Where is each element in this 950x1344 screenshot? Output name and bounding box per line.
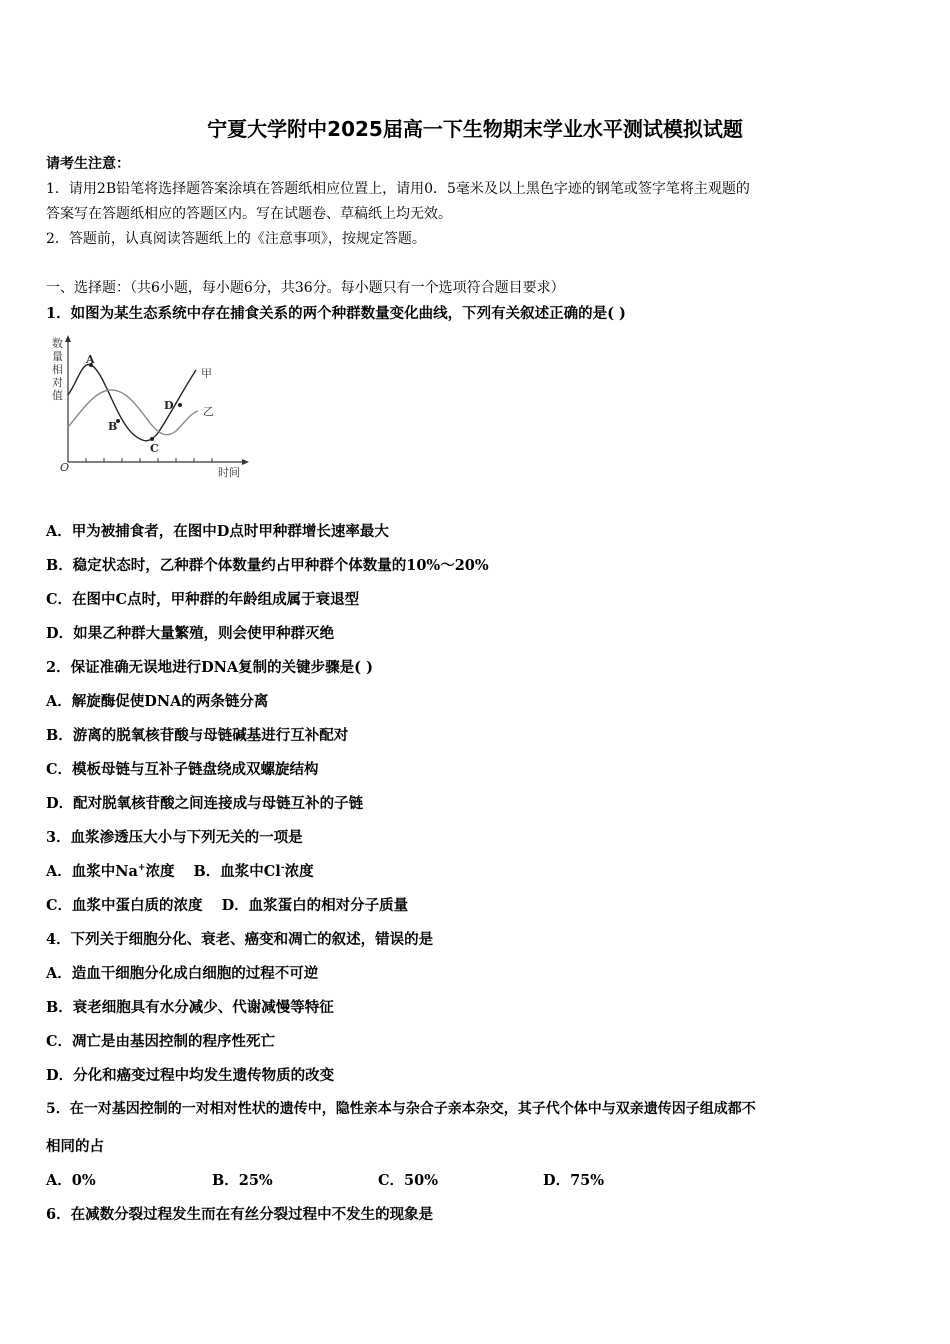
ylabel-char: 对 [52, 376, 63, 389]
xlabel: 时间 [218, 466, 240, 479]
notice-line-1: 1．请用2B铅笔将选择题答案涂填在答题纸相应位置上，请用0．5毫米及以上黑色字迹的钢笔或签字笔将主观题的 [46, 181, 750, 197]
ylabel-char: 值 [52, 389, 63, 402]
y-axis-arrow [65, 335, 71, 342]
ylabel-char: 相 [52, 363, 63, 376]
origin-label: O [60, 461, 70, 474]
q3-options-row-2 [46, 894, 408, 915]
q5-option-d: D．75% [543, 1172, 605, 1189]
q2-option-c: C．模板母链与互补子链盘绕成双螺旋结构 [46, 761, 319, 778]
q4-stem: 4．下列关于细胞分化、衰老、癌变和凋亡的叙述，错误的是 [46, 931, 434, 948]
notice-line-3: 2．答题前，认真阅读答题纸上的《注意事项》，按规定答题。 [46, 231, 426, 247]
q5-option-a: A．0% [46, 1172, 96, 1189]
page-title: 宁夏大学附中2025届高一下生物期末学业水平测试模拟试题 [207, 117, 743, 141]
q5-stem-line-2: 相同的占 [46, 1138, 104, 1155]
label-b: B [108, 420, 118, 433]
notice-heading: 请考生注意： [46, 156, 130, 172]
q1-option-d: D．如果乙种群大量繁殖，则会使甲种群灭绝 [46, 625, 335, 642]
q1-option-c: C．在图中C点时，甲种群的年龄组成属于衰退型 [46, 591, 360, 608]
point-d [178, 403, 182, 407]
section-heading: 一、选择题：（共6小题，每小题6分，共36分。每小题只有一个选项符合题目要求） [46, 280, 565, 296]
x-ticks [86, 458, 212, 462]
series-label-jia: 甲 [201, 367, 212, 380]
q4-option-b: B．衰老细胞具有水分减少、代谢减慢等特征 [46, 999, 334, 1016]
q3-option-b: B．血浆中Cl-浓度 [193, 863, 314, 880]
q3-option-c: C．血浆中蛋白质的浓度 [46, 897, 203, 914]
q2-option-d: D．配对脱氧核苷酸之间连接成与母链互补的子链 [46, 795, 364, 812]
x-axis-arrow [242, 459, 249, 465]
q5-option-c: C．50% [378, 1172, 438, 1189]
q6-stem: 6．在减数分裂过程发生而在有丝分裂过程中不发生的现象是 [46, 1206, 434, 1223]
q1-option-a: A．甲为被捕食者，在图中D点时甲种群增长速率最大 [46, 523, 389, 540]
q3-options-row-1 [46, 860, 314, 881]
q3-option-d: D．血浆蛋白的相对分子质量 [221, 897, 409, 914]
q4-option-a: A．造血干细胞分化成白细胞的过程不可逆 [46, 965, 319, 982]
label-d: D [164, 399, 174, 412]
q3-stem: 3．血浆渗透压大小与下列无关的一项是 [46, 829, 303, 846]
ylabel-char: 量 [52, 350, 63, 363]
curve-yi [68, 390, 198, 435]
ylabel-char: 数 [52, 337, 63, 350]
q5-option-b: B．25% [212, 1172, 273, 1189]
q2-option-a: A．解旋酶促使DNA的两条链分离 [46, 693, 269, 710]
q2-option-b: B．游离的脱氧核苷酸与母链碱基进行互补配对 [46, 727, 349, 744]
point-c [150, 437, 154, 441]
population-graph [46, 335, 251, 485]
q4-option-d: D．分化和癌变过程中均发生遗传物质的改变 [46, 1067, 335, 1084]
q1-option-b: B．稳定状态时，乙种群个体数量约占甲种群个体数量的10%～20% [46, 557, 489, 574]
q3-option-a: A．血浆中Na+浓度 [46, 863, 175, 880]
q1-stem: 1．如图为某生态系统中存在捕食关系的两个种群数量变化曲线，下列有关叙述正确的是( ) [46, 305, 626, 322]
label-a: A [86, 353, 95, 366]
notice-line-2: 答案写在答题纸相应的答题区内。写在试题卷、草稿纸上均无效。 [46, 206, 452, 222]
q5-stem-line-1: 5．在一对基因控制的一对相对性状的遗传中，隐性亲本与杂合子亲本杂交，其子代个体中与双亲遗传因子组成都不 [46, 1101, 756, 1117]
q4-option-c: C．凋亡是由基因控制的程序性死亡 [46, 1033, 276, 1050]
series-label-yi: 乙 [203, 405, 214, 418]
label-c: C [150, 442, 159, 455]
q2-stem: 2．保证准确无误地进行DNA复制的关键步骤是( ) [46, 659, 373, 676]
